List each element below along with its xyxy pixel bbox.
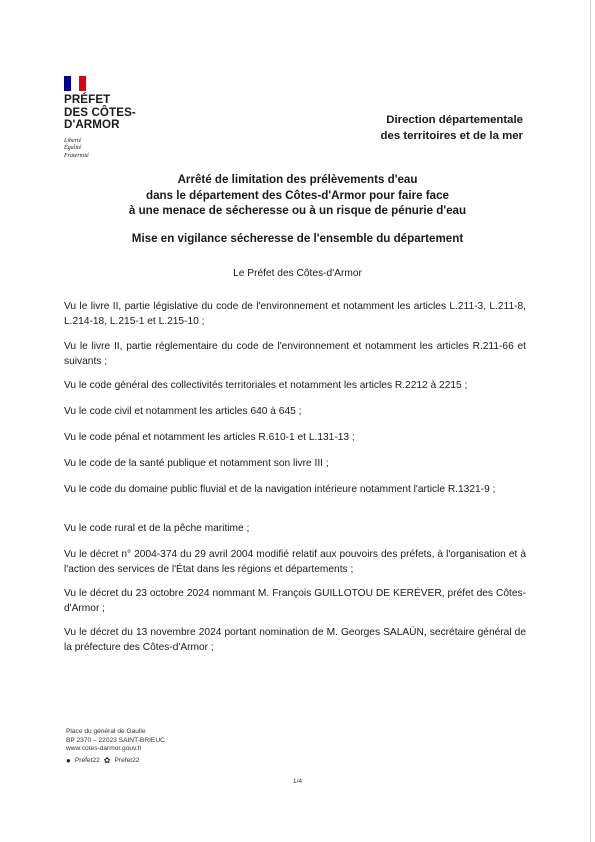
visa-paragraph: Vu le code de la santé publique et notamment son livre III ;: [64, 458, 329, 469]
logo-line: PRÉFET: [64, 93, 111, 106]
social-links: [66, 757, 165, 766]
visa-paragraph: Vu le décret du 13 novembre 2024 portant nomination de M. Georges SALAÜN, secrétaire général de la préfecture des Côtes-d'Armor ;: [64, 627, 526, 653]
direction-line: Direction départementale: [386, 114, 523, 126]
document-title-block: [60, 172, 535, 246]
issuing-direction: [381, 112, 523, 144]
visa-paragraph: Vu le code rural et de la pêche maritime ;: [64, 523, 250, 534]
republic-motto: [64, 138, 184, 161]
footer-address: [66, 728, 165, 765]
visa-paragraph: Vu le livre II, partie réglementaire du code de l'environnement et notamment les articles R.211-66 et suivants ;: [64, 341, 526, 367]
twitter-icon[interactable]: ✿: [103, 756, 111, 766]
scan-edge: [590, 0, 591, 842]
logo-line: DES CÔTES-: [64, 105, 136, 119]
page-number: 1/4: [292, 778, 303, 785]
direction-line: des territoires et de la mer: [380, 130, 523, 142]
title-line: Arrêté de limitation des prélèvements d'eau: [177, 173, 418, 186]
prefecture-logo: [64, 76, 184, 160]
logo-title: [64, 94, 184, 132]
motto-line: Liberté: [64, 137, 82, 144]
visa-paragraph: Vu le code civil et notamment les articles 640 à 645 ;: [64, 406, 302, 417]
facebook-handle[interactable]: Prefet22: [74, 756, 100, 764]
address-line: BP 2370 – 22023 SAINT-BRIEUC: [66, 736, 165, 744]
address-line: Place du général de Gaulle: [66, 728, 146, 735]
website-link[interactable]: www.cotes-darmor.gouv.fr: [66, 745, 142, 753]
arrete-title: [60, 172, 535, 219]
twitter-handle[interactable]: Prefet22: [114, 756, 140, 764]
visa-paragraph: Vu le code du domaine public fluvial et de la navigation intérieure notamment l'article R.1321-9 ;: [64, 484, 496, 495]
prefet-heading: Le Préfet des Côtes-d'Armor: [233, 268, 362, 279]
arrete-subtitle: Mise en vigilance sécheresse de l'ensemble du département: [131, 231, 464, 245]
visa-paragraph: Vu le code général des collectivités territoriales et notamment les articles R.2212 à 2215 ;: [64, 380, 468, 391]
marianne-flag-icon: [64, 76, 86, 91]
motto-line: Égalité: [64, 145, 82, 151]
facebook-icon[interactable]: ●: [66, 756, 71, 766]
visa-paragraph: Vu le décret n° 2004-374 du 29 avril 2004 modifié relatif aux pouvoirs des préfets, à l'organisation et à l'action des services de l'État dans les régions et départements ;: [64, 549, 526, 575]
logo-line: D'ARMOR: [64, 118, 120, 131]
visa-paragraph: Vu le livre II, partie législative du code de l'environnement et notamment les articles L.211-3, L.211-8, L.214-18, L.215-1 et L.215-10 ;: [64, 301, 526, 327]
title-line: à une menace de sécheresse ou à un risque de pénurie d'eau: [128, 204, 467, 217]
visa-paragraph: Vu le code pénal et notamment les articles R.610-1 et L.131-13 ;: [64, 432, 355, 443]
visa-paragraph: Vu le décret du 23 octobre 2024 nommant M. François GUILLOTOU DE KERÉVER, préfet des Côtes-d'Armor ;: [64, 588, 526, 614]
motto-line: Fraternité: [64, 152, 89, 159]
title-line: dans le département des Côtes-d'Armor pour faire face: [146, 188, 449, 202]
